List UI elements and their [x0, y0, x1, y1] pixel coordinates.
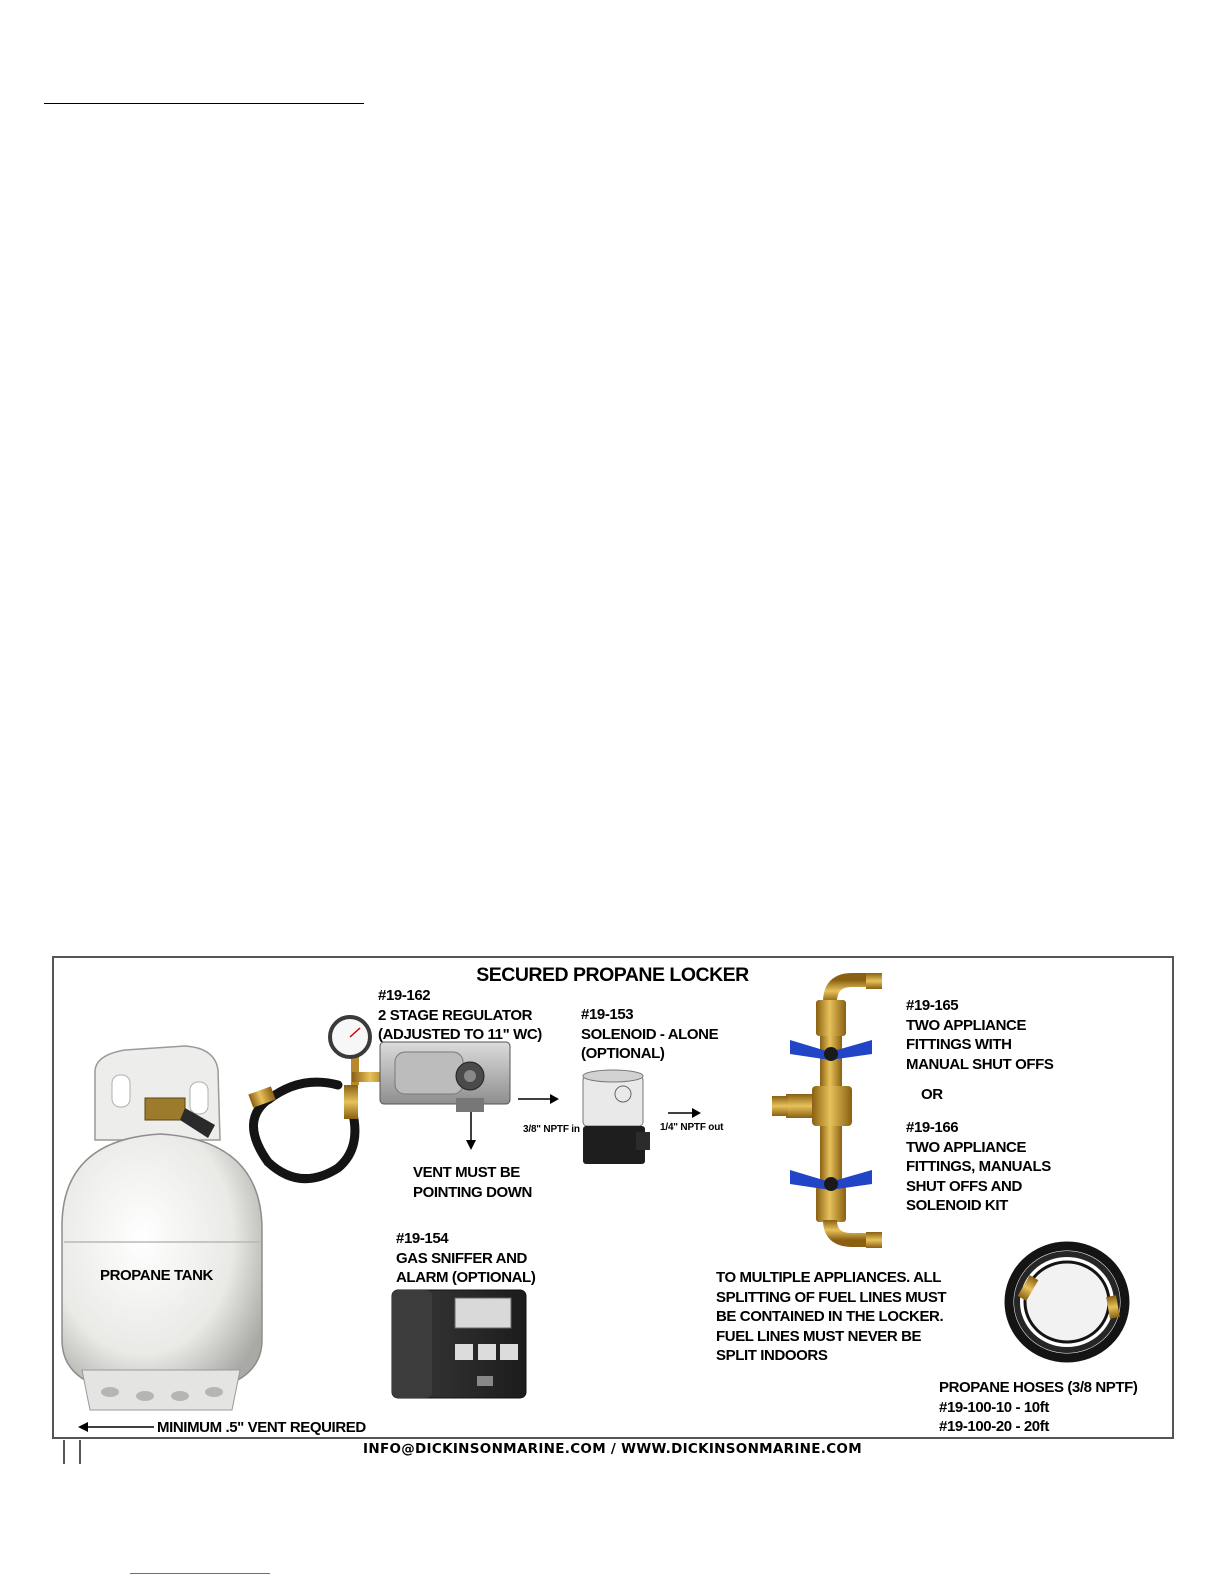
appliances-note-line3: BE CONTAINED IN THE LOCKER. — [716, 1308, 944, 1325]
solenoid-note: (OPTIONAL) — [581, 1045, 665, 1062]
fittings-166-part: #19-166 — [906, 1119, 959, 1136]
gas-sniffer-alarm — [392, 1290, 526, 1398]
solenoid — [583, 1070, 650, 1164]
vent-note-line2: POINTING DOWN — [413, 1183, 532, 1201]
vent-note-line1: VENT MUST BE — [413, 1164, 520, 1181]
arrow-right-icon — [518, 1094, 559, 1104]
fittings-166-line2: FITTINGS, MANUALS — [906, 1158, 1051, 1175]
hoses-item1: #19-100-10 - 10ft — [939, 1398, 1049, 1416]
vent-required-label: MINIMUM .5" VENT REQUIRED — [157, 1419, 366, 1436]
regulator-note: (ADJUSTED TO 11" WC) — [378, 1026, 542, 1043]
footer-contact[interactable]: INFO@DICKINSONMARINE.COM / WWW.DICKINSONMARINE.COM — [363, 1441, 862, 1457]
diagram-title: SECURED PROPANE LOCKER — [476, 964, 749, 986]
coiled-propane-hose — [1009, 1246, 1125, 1358]
hoses-item2: #19-100-20 - 20ft — [939, 1418, 1049, 1435]
fittings-165-line2: FITTINGS WITH — [906, 1036, 1012, 1053]
brass-manifold — [772, 973, 882, 1248]
solenoid-in-label: 3/8" NPTF in — [523, 1124, 580, 1135]
or-label: OR — [921, 1086, 943, 1103]
regulator-name: 2 STAGE REGULATOR — [378, 1006, 533, 1024]
regulator-label — [378, 986, 542, 1045]
tank-hose — [248, 1082, 358, 1179]
solenoid-name: SOLENOID - ALONE — [581, 1025, 719, 1043]
hoses-title: PROPANE HOSES (3/8 NPTF) — [939, 1379, 1138, 1396]
vent-note — [413, 1163, 532, 1202]
appliances-note-line5: SPLIT INDOORS — [716, 1347, 828, 1364]
propane-tank-label: PROPANE TANK — [100, 1267, 213, 1284]
appliances-note-line4: FUEL LINES MUST NEVER BE — [716, 1327, 922, 1345]
appliances-note-line1: TO MULTIPLE APPLIANCES. ALL — [716, 1269, 942, 1286]
sniffer-line1: GAS SNIFFER AND — [396, 1249, 527, 1267]
fittings-165-part: #19-165 — [906, 997, 959, 1014]
arrow-left-icon — [78, 1422, 154, 1432]
hoses-label — [939, 1378, 1138, 1437]
fittings-166-line3: SHUT OFFS AND — [906, 1177, 1022, 1195]
arrow-right-icon — [668, 1108, 701, 1118]
regulator — [380, 1042, 510, 1112]
solenoid-part: #19-153 — [581, 1006, 634, 1023]
solenoid-out-label: 1/4" NPTF out — [660, 1122, 724, 1133]
appliances-note-line2: SPLITTING OF FUEL LINES MUST — [716, 1288, 947, 1306]
sniffer-part: #19-154 — [396, 1230, 449, 1247]
appliances-note — [716, 1268, 946, 1366]
fittings-166-line4: SOLENOID KIT — [906, 1197, 1008, 1214]
propane-tank — [62, 1046, 262, 1410]
fittings-166-line1: TWO APPLIANCE — [906, 1138, 1027, 1156]
fittings-165-line1: TWO APPLIANCE — [906, 1016, 1027, 1034]
fittings-165-label — [906, 996, 1053, 1074]
arrow-down-icon — [466, 1112, 476, 1150]
solenoid-label — [581, 1005, 718, 1064]
sniffer-label — [396, 1229, 535, 1288]
fittings-166-label — [906, 1118, 1051, 1216]
sniffer-line2: ALARM (OPTIONAL) — [396, 1269, 536, 1286]
regulator-part: #19-162 — [378, 987, 431, 1004]
fittings-165-line3: MANUAL SHUT OFFS — [906, 1055, 1054, 1073]
